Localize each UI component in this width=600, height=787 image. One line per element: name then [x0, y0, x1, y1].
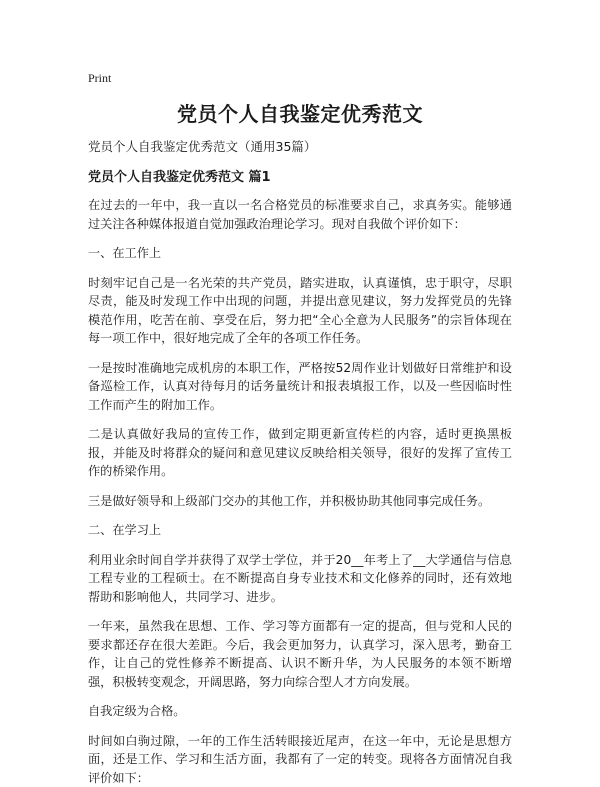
document-title: 党员个人自我鉴定优秀范文	[88, 100, 512, 128]
paragraph-intro: 在过去的一年中，我一直以一名合格党员的标准要求自己，求真务实。能够通过关注各种媒体报道自觉加强政治理论学习。现对自我做个评价如下：	[88, 196, 512, 233]
heading-work: 一、在工作上	[88, 244, 512, 263]
section-heading: 党员个人自我鉴定优秀范文 篇1	[88, 168, 512, 188]
paragraph-year-review: 一年来，虽然我在思想、工作、学习等方面都有一定的提高，但与党和人民的要求都还存在很大差距。今后，我会更加努力，认真学习，深入思考，勤奋工作，让自己的党性修养不断提高、认识不断升华，为人民服务的本领不断增强，积极转变观念，开阔思路，努力向综合型人才方向发展。	[88, 617, 512, 691]
heading-study: 二、在学习上	[88, 521, 512, 540]
paragraph-closing: 时间如白驹过隙，一年的工作生活转眼接近尾声，在这一年中，无论是思想方面，还是工作、学习和生活方面，我都有了一定的转变。现将各方面情况自我评价如下：	[88, 732, 512, 787]
document-subtitle: 党员个人自我鉴定优秀范文（通用35篇）	[88, 138, 512, 156]
paragraph-work-point-2: 二是认真做好我局的宣传工作，做到定期更新宣传栏的内容，适时更换黑板报，并能及时将群众的疑问和意见建议反映给相关领导，很好的发挥了宣传工作的桥梁作用。	[88, 425, 512, 481]
paragraph-work-point-1: 一是按时准确地完成机房的本职工作，严格按52周作业计划做好日常维护和设备巡检工作，认真对待每月的话务量统计和报表填报工作，以及一些因临时性工作而产生的附加工作。	[88, 359, 512, 415]
paragraph-self-rating: 自我定级为合格。	[88, 702, 512, 721]
paragraph-work-summary: 时刻牢记自己是一名光荣的共产党员，踏实进取，认真谨慎，忠于职守，尽职尽责，能及时发现工作中出现的问题，并提出意见建议，努力发挥党员的先锋模范作用，吃苦在前、享受在后，努力把“全心全意为人民服务”的宗旨体现在每一项工作中，很好地完成了全年的各项工作任务。	[88, 274, 512, 348]
paragraph-work-point-3: 三是做好领导和上级部门交办的其他工作，并积极协助其他同事完成任务。	[88, 492, 512, 511]
paragraph-study: 利用业余时间自学并获得了双学士学位，并于20__年考上了__大学通信与信息工程专业的工程硕士。在不断提高自身专业技术和文化修养的同时，还有效地帮助和影响他人，共同学习、进步。	[88, 551, 512, 607]
print-label: Print	[88, 70, 512, 86]
